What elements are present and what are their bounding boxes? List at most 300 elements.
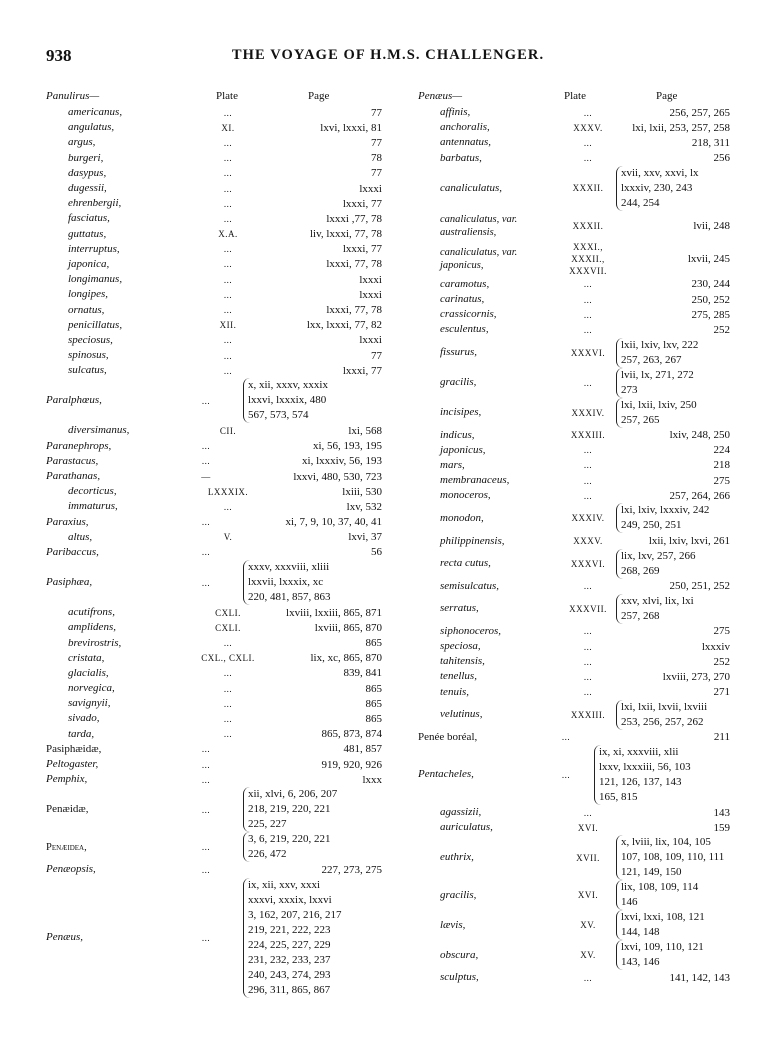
entry-pages (614, 972, 730, 984)
entry-pages (263, 274, 382, 286)
entry-name: penicillatus, (68, 318, 123, 331)
entry-pages (241, 440, 382, 452)
entry-name: gracilis, (440, 376, 477, 388)
index-entry (418, 730, 730, 745)
page-line: 296, 311, 865, 867 (248, 983, 331, 996)
entry-name: fasciatus, (68, 212, 110, 225)
entry-name: Peltogaster, (46, 758, 99, 771)
entry-plate: ... (201, 932, 211, 943)
index-entry (46, 166, 382, 181)
page-line: 865, 873, 874 (321, 728, 382, 741)
entry-name: tarda, (68, 727, 95, 740)
entry-plate: XXXIV. (571, 513, 605, 524)
entry-plate: XVI. (577, 890, 599, 901)
entry-name: carinatus, (440, 293, 485, 306)
index-entry (46, 302, 382, 317)
entry-pages (263, 122, 382, 134)
page-line: xvii, xxv, xxvi, lx (621, 166, 699, 179)
entry-name: diversimanus, (68, 424, 130, 437)
entry-pages (241, 471, 382, 483)
page-header (0, 46, 776, 68)
index-entry (46, 772, 382, 787)
page-line: 919, 920, 926 (321, 758, 382, 771)
page-line: xxv, xlvi, lix, lxi (621, 594, 694, 607)
page-line: ix, xii, xxv, xxxi (248, 878, 321, 891)
entry-plate: ... (223, 259, 233, 270)
page-line: 275 (713, 474, 730, 487)
entry-pages (263, 107, 382, 119)
left-page-heading: Page (308, 90, 330, 102)
index-entry (418, 338, 730, 368)
entry-pages (614, 324, 730, 336)
page-line: x, lviii, lix, 104, 105 (621, 836, 711, 849)
entry-plate: ... (583, 972, 593, 983)
page-line: 257, 265 (621, 413, 660, 426)
entry-name: Pasiphæa, (46, 576, 93, 589)
entry-plate: XXXVI. (570, 347, 606, 358)
index-entry (418, 835, 730, 880)
index-entry (46, 605, 382, 620)
entry-plate: XVI. (577, 822, 599, 833)
entry-name: monoceros, (440, 489, 491, 502)
entry-name: guttatus, (68, 227, 107, 240)
page-line: 77 (371, 136, 382, 149)
entry-name: recta cutus, (440, 557, 491, 570)
page-line: xxxv, xxxviii, xliii (248, 561, 330, 574)
entry-name: Paraxius, (46, 515, 89, 528)
entry-pages (241, 864, 382, 876)
entry-plate: ... (201, 759, 211, 770)
page-line: xi, 56, 193, 195 (312, 440, 382, 453)
index-entry (46, 257, 382, 272)
entry-pages (614, 625, 730, 637)
entry-plate: ... (223, 365, 233, 376)
entry-plate: ... (561, 769, 571, 780)
entry-name: cristata, (68, 651, 105, 664)
index-entry (46, 196, 382, 211)
entry-name: sivado, (68, 712, 100, 725)
page-line: lxxxi (359, 182, 382, 195)
entry-plate: ... (223, 350, 233, 361)
index-entry (418, 940, 730, 970)
entry-name: speciosus, (68, 333, 113, 346)
entry-plate: ... (201, 864, 211, 875)
entry-name: acutifrons, (68, 606, 115, 619)
entry-plate: XXXVI. (570, 558, 606, 569)
page-line: lxi, lxii, lxvii, lxviii (621, 700, 708, 713)
page-line: lxxvi, lxxxix, 480 (248, 394, 327, 407)
index-entry (418, 594, 730, 624)
entry-pages (614, 535, 730, 547)
entry-pages (592, 731, 730, 743)
entry-pages (592, 745, 730, 805)
page-line: 121, 149, 150 (621, 866, 682, 879)
entry-pages (263, 167, 382, 179)
index-entry (418, 880, 730, 910)
entry-name: argus, (68, 136, 96, 149)
entry-name: obscura, (440, 948, 479, 961)
entry-pages (241, 516, 382, 528)
index-entry (46, 696, 382, 711)
index-entry (46, 287, 382, 302)
entry-name: canaliculatus, (440, 181, 503, 194)
entry-name: fissurus, (440, 346, 477, 358)
entry-name: amplidens, (68, 621, 116, 634)
entry-plate: XXXV. (573, 122, 603, 133)
page-line: lxvi, lxxi, 108, 121 (621, 911, 705, 924)
entry-pages (263, 531, 382, 543)
entry-plate: ... (201, 744, 211, 755)
entry-pages (614, 152, 730, 164)
entry-name: tahitensis, (440, 655, 485, 668)
index-entry (418, 151, 730, 166)
entry-plate: ... (223, 683, 233, 694)
index-entry (418, 166, 730, 211)
entry-pages (614, 490, 730, 502)
entry-name: Penæidea, (46, 841, 87, 853)
entry-pages (614, 503, 730, 533)
page-line: 253, 256, 257, 262 (621, 715, 704, 728)
entry-plate: ... (223, 213, 233, 224)
page-line: 107, 108, 109, 110, 111 (621, 851, 725, 864)
page-line: 244, 254 (621, 196, 660, 209)
entry-pages (263, 152, 382, 164)
left-column-header (46, 90, 382, 105)
page-line: 159 (713, 821, 730, 834)
entry-plate: ... (223, 305, 233, 316)
entry-name: decorticus, (68, 485, 117, 498)
index-entry (46, 545, 382, 560)
entry-pages (263, 667, 382, 679)
page-line: 268, 269 (621, 564, 660, 577)
page-line: 225, 227 (248, 818, 287, 831)
page-line: 230, 244 (691, 278, 730, 291)
entry-plate: CXLI. (215, 622, 241, 633)
index-entry (418, 398, 730, 428)
index-entry (418, 428, 730, 443)
entry-plate: ... (583, 153, 593, 164)
index-entry (418, 533, 730, 548)
entry-name: euthrix, (440, 851, 474, 864)
entry-pages (263, 213, 382, 225)
entry-pages (263, 713, 382, 725)
entry-pages (263, 637, 382, 649)
entry-plate: ... (223, 638, 233, 649)
page-line: lxxxi ,77, 78 (326, 212, 382, 225)
index-entry (46, 318, 382, 333)
entry-plate: ... (201, 577, 211, 588)
index-entry (46, 151, 382, 166)
entry-name: anchoralis, (440, 121, 490, 134)
entry-pages (614, 835, 730, 880)
page-line: 865 (365, 637, 382, 650)
entry-plate: XXXV. (573, 536, 603, 547)
index-entry (46, 211, 382, 226)
page-line: lvii, lx, 271, 272 (621, 368, 694, 381)
page-line: 3, 6, 219, 220, 221 (248, 833, 331, 846)
entry-pages (263, 350, 382, 362)
page-line: 77 (371, 349, 382, 362)
page-line: lvii, 248 (693, 219, 730, 232)
index-entry (418, 549, 730, 579)
entry-pages (614, 807, 730, 819)
index-entry (46, 727, 382, 742)
page-line: 231, 232, 233, 237 (248, 953, 331, 966)
entry-pages (614, 686, 730, 698)
index-entry (418, 669, 730, 684)
entry-name: dasypus, (68, 166, 107, 179)
index-entry (418, 120, 730, 135)
index-entry (46, 515, 382, 530)
entry-name: Penæidæ, (46, 803, 89, 816)
index-entry (46, 742, 382, 757)
entry-plate: XXXIV. (571, 407, 605, 418)
index-entry (46, 499, 382, 514)
index-entry (418, 105, 730, 120)
entry-plate: ... (583, 107, 593, 118)
entry-name: membranaceus, (440, 474, 510, 487)
entry-name: velutinus, (440, 708, 483, 721)
page-line: lxxxi, 77, 78 (326, 304, 382, 317)
entry-plate: LXXXIX. (207, 486, 249, 497)
entry-plate: CII. (219, 425, 237, 436)
page-line: lix, 108, 109, 114 (621, 881, 699, 894)
index-entry (46, 333, 382, 348)
page-line: 273 (621, 383, 638, 396)
entry-name: spinosus, (68, 349, 109, 362)
entry-name: Pasiphæidæ, (46, 742, 102, 755)
entry-plate: ... (223, 183, 233, 194)
entry-pages (614, 122, 730, 134)
page-line: 219, 221, 222, 223 (248, 923, 331, 936)
entry-pages (614, 398, 730, 428)
entry-plate: XXXVII. (569, 603, 607, 614)
page-line: lix, xc, 865, 870 (310, 652, 382, 665)
entry-pages (614, 880, 730, 910)
page-line: liv, lxxxi, 77, 78 (309, 228, 382, 241)
entry-pages (614, 166, 730, 211)
entry-name: auriculatus, (440, 821, 493, 834)
index-entry (418, 624, 730, 639)
entry-plate: ... (223, 107, 233, 118)
page-line: 275 (713, 625, 730, 638)
entry-plate: CXL., CXLI. (201, 653, 255, 664)
page-line: 77 (371, 106, 382, 119)
entry-plate: XV. (580, 950, 596, 961)
entry-name: japonica, (68, 257, 110, 270)
entry-plate: ... (583, 807, 593, 818)
entry-name: immaturus, (68, 500, 118, 513)
page-line: lxxxi, 77 (342, 243, 382, 256)
page-line: lxiv, 248, 250 (669, 429, 730, 442)
entry-plate: ... (583, 294, 593, 305)
index-entry (46, 635, 382, 650)
entry-plate: ... (583, 309, 593, 320)
entry-name: Paralphœus, (46, 394, 102, 407)
entry-pages (263, 698, 382, 710)
index-entry (46, 120, 382, 135)
entry-pages (614, 137, 730, 149)
entry-name: agassizii, (440, 806, 482, 819)
entry-name: longimanus, (68, 273, 123, 286)
page-line: 865 (365, 712, 382, 725)
entry-name: angulatus, (68, 121, 115, 134)
entry-plate: XVII. (576, 852, 600, 863)
index-entry (46, 469, 382, 484)
page-line: 249, 250, 251 (621, 519, 682, 532)
entry-plate: ... (201, 441, 211, 452)
page-line: 141, 142, 143 (669, 971, 730, 984)
index-entry (46, 681, 382, 696)
entry-name: brevirostris, (68, 636, 122, 649)
entry-name: sulcatus, (68, 364, 107, 377)
entry-plate: X.A. (218, 229, 238, 240)
entry-pages (614, 594, 730, 624)
entry-name: savignyii, (68, 697, 111, 710)
entry-plate: XXXIII. (570, 430, 606, 441)
entry-plate: ... (583, 581, 593, 592)
page-line: lxxxi, 77 (342, 197, 382, 210)
index-entry (46, 862, 382, 877)
entry-name: Penæus, (46, 931, 83, 943)
entry-pages (263, 228, 382, 240)
page-number: 938 (46, 46, 72, 65)
index-entry (46, 620, 382, 635)
page-line: 78 (371, 152, 382, 165)
entry-pages (614, 429, 730, 441)
index-entry (46, 181, 382, 196)
entry-plate: ... (201, 395, 211, 406)
index-entry (46, 378, 382, 423)
page-line: 144, 148 (621, 926, 660, 939)
page-line: 252 (713, 323, 730, 336)
entry-pages (263, 198, 382, 210)
page-line: 250, 251, 252 (669, 580, 730, 593)
page-title: THE VOYAGE OF H.M.S. CHALLENGER. (231, 47, 545, 63)
page-line: lxii, lxiv, lxv, 222 (621, 338, 699, 351)
index-entry (46, 666, 382, 681)
page-line: 224 (713, 444, 730, 457)
entry-pages (614, 444, 730, 456)
entry-plate: ... (223, 168, 233, 179)
entry-name: mars, (440, 458, 465, 471)
entry-pages (614, 641, 730, 653)
index-entry (418, 368, 730, 398)
index-entry (46, 105, 382, 120)
page-line: lxx, lxxxi, 77, 82 (306, 319, 382, 332)
index-entry (46, 363, 382, 378)
entry-plate: ... (201, 517, 211, 528)
entry-name: caramotus, (440, 277, 490, 290)
page-line: lxi, 568 (348, 424, 382, 437)
page-line: lxi, lxii, lxiv, 250 (621, 398, 697, 411)
page-line: 567, 573, 574 (248, 409, 309, 422)
entry-plate: ... (223, 274, 233, 285)
right-entry-list (418, 105, 730, 986)
page-line: 218, 311 (691, 136, 730, 149)
entry-name: antennatus, (440, 136, 492, 149)
index-entry (46, 757, 382, 772)
page-line: lxxxi (359, 334, 382, 347)
entry-plate: ... (583, 671, 593, 682)
entry-pages (263, 289, 382, 301)
index-entry (418, 458, 730, 473)
entry-pages (241, 878, 382, 998)
index-entry (46, 227, 382, 242)
index-entry (418, 135, 730, 150)
index-entry (46, 242, 382, 257)
index-entry (418, 241, 730, 277)
entry-name: indicus, (440, 428, 475, 441)
page-line: 250, 252 (691, 293, 730, 306)
entry-name: interruptus, (68, 242, 120, 255)
page-line: 146 (621, 896, 638, 909)
entry-pages (263, 425, 382, 437)
entry-name: philippinensis, (440, 534, 505, 547)
page-line: lxxxi (359, 273, 382, 286)
index-entry (418, 805, 730, 820)
page-line: lxii, lxiv, lxvi, 261 (648, 535, 730, 548)
entry-name: Parastacus, (46, 454, 99, 467)
entry-plate: ... (561, 732, 571, 743)
index-entry (46, 560, 382, 605)
entry-pages (241, 378, 382, 423)
index-entry (418, 654, 730, 669)
page-line: 252 (713, 655, 730, 668)
index-entry (418, 211, 730, 241)
page-line: lxv, 532 (346, 500, 382, 513)
page-line: 257, 268 (621, 609, 660, 622)
index-entry (418, 503, 730, 533)
entry-name: longipes, (68, 288, 109, 301)
page-line: lxxxi (359, 288, 382, 301)
entry-plate: ... (583, 626, 593, 637)
entry-pages (241, 759, 382, 771)
entry-plate: ... (583, 324, 593, 335)
index-entry (418, 970, 730, 985)
index-entry (46, 272, 382, 287)
entry-pages (263, 243, 382, 255)
page-line: lxxxiv (701, 640, 730, 653)
index-entry (46, 135, 382, 150)
entry-pages (241, 787, 382, 832)
entry-name: monodon, (440, 511, 484, 524)
entry-pages (241, 455, 382, 467)
entry-pages (263, 319, 382, 331)
entry-pages (263, 607, 382, 619)
index-entry (418, 820, 730, 835)
entry-pages (263, 652, 382, 664)
page-line: 256 (713, 152, 730, 165)
page-line: 143 (713, 806, 730, 819)
page-line: 865 (365, 682, 382, 695)
entry-pages (241, 546, 382, 558)
page-line: lxxv, lxxxiii, 56, 103 (599, 760, 691, 773)
index-entry (46, 711, 382, 726)
index-entry (418, 473, 730, 488)
entry-pages (614, 475, 730, 487)
entry-pages (614, 671, 730, 683)
entry-name: tenuis, (440, 685, 470, 698)
index-entry (418, 307, 730, 322)
page-line: lxxxi, 77, 78 (326, 258, 382, 271)
entry-name: siphonoceros, (440, 624, 502, 637)
entry-pages (263, 137, 382, 149)
page-line: lxi, lxiv, lxxxiv, 242 (621, 504, 710, 517)
entry-pages (263, 365, 382, 377)
entry-pages (263, 683, 382, 695)
entry-plate: ... (583, 687, 593, 698)
